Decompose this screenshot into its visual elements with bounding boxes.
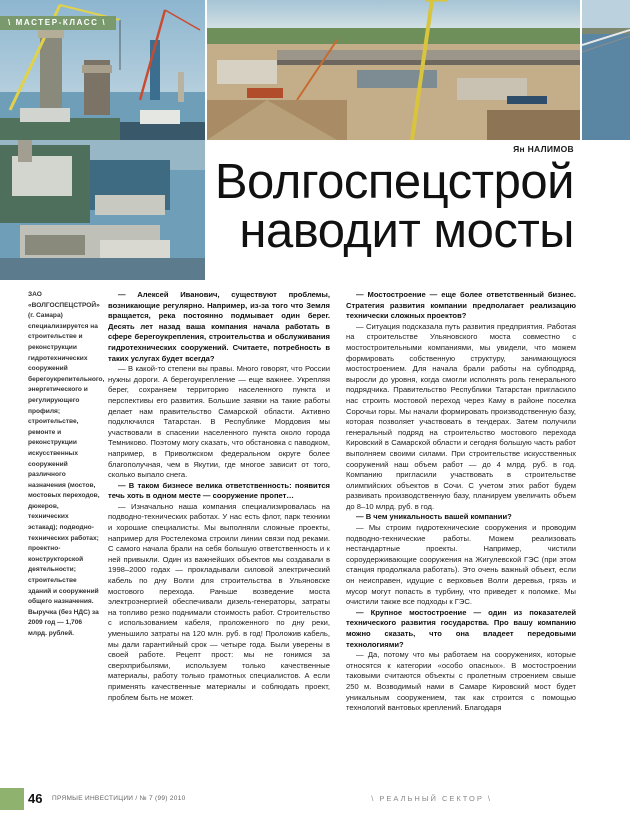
interview-answer: — Да, потому что мы работаем на сооружениях, которые относятся к категории «особо опасных». В мостостроении таковыми считаются объекты с пролетным строением свыше 250 м. Возводимый нами в Самаре Кировский мост будет уникальным сооружением, так как строится с помощью технологий вантовых креплений. Благодаря — [346, 650, 576, 713]
section-name: \ РЕАЛЬНЫЙ СЕКТОР \ — [371, 794, 492, 803]
interview-question: — Мостостроение — еще более ответственный бизнес. Стратегия развития компании предполагает реализацию технически сложных проектов? — [346, 290, 576, 321]
interview-answer: — Ситуация подсказала путь развития предприятия. Работая на строительстве Ульяновского моста совместно с мостостроительными компаниями, мы увидели, что можем формировать собственную структуру, занимающуюся мостостроением. Для начала брали работы на субподряд, выросли до уровня, когда смогли исполнять роль генерального подрядчика. Правительство Республики Татарстан пригласило нас строить мостовой переход через Каму в районе поселка Сорочьи горы. Мы начали формировать производственную базу, которая позволяет участвовать в тендерах. Затем получили генеральный подряд на строительство мостового перехода Кировский в Самарской области и сегодня большую часть работ выполняем своими силами. При строительстве искусственных сооружений наш объем работ — до 4 млрд. руб. в год. Компанию пригласили участвовать в строительстве олимпийских объектов в Сочи. С учетом этих работ будем развивать производственную базу, планируем увеличить объем до 8–10 млрд. руб. в год. — [346, 321, 576, 511]
interview-question: — В таком бизнесе велика ответственность: появится течь хоть в одном месте — сооружение пропет… — [108, 480, 330, 501]
footer-accent-bar — [0, 788, 24, 810]
interview-column-1 — [108, 290, 330, 703]
interview-answer: — Изначально наша компания специализировалась на подводно-технических работах. У нас есть флот, парк техники и хорошие специалисты. Мы выполняли сложные проекты, например для Ростелекома строили линии связи под реками. С самого начала брали на себя большую ответственность и к ней привыкли. Один из важнейших объектов мы создавали в 1998–2000 годах — прокладывали силовой электрический кабель по дну Волги для строительства в Ульяновске мостового перехода. Раньше возведение моста электроэнергией обеспечивали дизель-генераторы, затраты на топливо резко поднимали стоимость работ. Строительство с использованием кабеля, проложенного по дну реки, уменьшило затраты на 120 млн. руб. в год! Проложив кабель, мы дали гарантийный срок — четыре года. Были уверены в своей работе. Рецепт прост: мы не гонимся за сверхприбылями, используем только качественные материалы, работу только грамотных специалистов. А если применять качественные материалы и соблюдать проект, проблем быть не может. — [108, 501, 330, 702]
company-sidebar — [28, 290, 105, 640]
headline-line-2: наводит мосты — [239, 204, 574, 258]
page-number: 46 — [28, 791, 43, 806]
article-headline — [214, 155, 574, 258]
interview-question: — Крупное мостостроение — один из показателей технического развития государства. Про вашу компанию можно сказать, что она владеет передовыми технологиями? — [346, 607, 576, 649]
bridge-view-photo — [582, 0, 630, 140]
interview-question: — В чем уникальность вашей компании? — [356, 512, 512, 522]
interview-question: — Алексей Иванович, существуют проблемы, возникающие регулярно. Например, из-за того что Земля вращается, река постоянно подмывает один берег. Десять лет назад ваша компания начала работать в сфере берегоукрепления, строительства и обслуживания гидротехнических сооружений. Считаете, потребность в таких услугах будет всегда? — [108, 290, 330, 363]
page-footer — [0, 788, 630, 810]
interview-answer: — В какой-то степени вы правы. Много говорят, что России нужны дороги. А берегоукрепление — еще важнее. Укрепляя берег, сохраняем территорию населенного пункта и перспективы его развития. Большие заявки на такие работы делает нам правительство Самарской области. Активно подключился Татарстан. В Республике Мордовия мы участвовали в спасении населенного пункта около города Темниково. Поэтому могу сказать, что обстановка с паводком, например, в Приволжском федеральном округе более благополучная, чем в Якутии, где многое зависит от того, сколько выпало снега. — [108, 364, 330, 480]
interview-column-2 — [346, 290, 576, 714]
interview-answer: — Мы строим гидротехнические сооружения и проводим подводно-технические работы. Можем реализовать нестандартные проекты. Например, чистили сороудерживающие сооружения на Жигулевской ГЭС (при этом станция продолжала работать). Это очень важный объект, если он неисправен, идущие с верховьев Волги деревья, грязь и мусор могут попасть в турбину, что приведет к поломке. Мы очистили также все подходы к ГЭС. — [346, 523, 576, 607]
section-label: \ МАСТЕР-КЛАСС \ — [0, 16, 116, 30]
author-byline: Ян НАЛИМОВ — [513, 144, 574, 154]
company-profile: ЗАО «ВОЛГОСПЕЦСТРОЙ» (г. Самара) специализируется на строительстве и реконструкции гидротехнических сооружений берегоукрепительного, энергетического и регулирующего профиля; строительстве, ремонте и реконструкции искусственных сооружений различного назначения (мостов, мостовых переходов, дюкеров, технических эстакад); подводно-технических работах; проектно-конструкторской деятельности; строительстве зданий и сооружений общего назначения. Выручка (без НДС) за 2009 год — 1,706 млрд. рублей. — [28, 291, 105, 637]
pier-construction-photo — [0, 140, 205, 280]
magazine-issue: ПРЯМЫЕ ИНВЕСТИЦИИ / № 7 (99) 2010 — [52, 795, 186, 802]
headline-line-1: Волгоспецстрой — [214, 155, 574, 209]
construction-site-photo — [207, 0, 580, 140]
